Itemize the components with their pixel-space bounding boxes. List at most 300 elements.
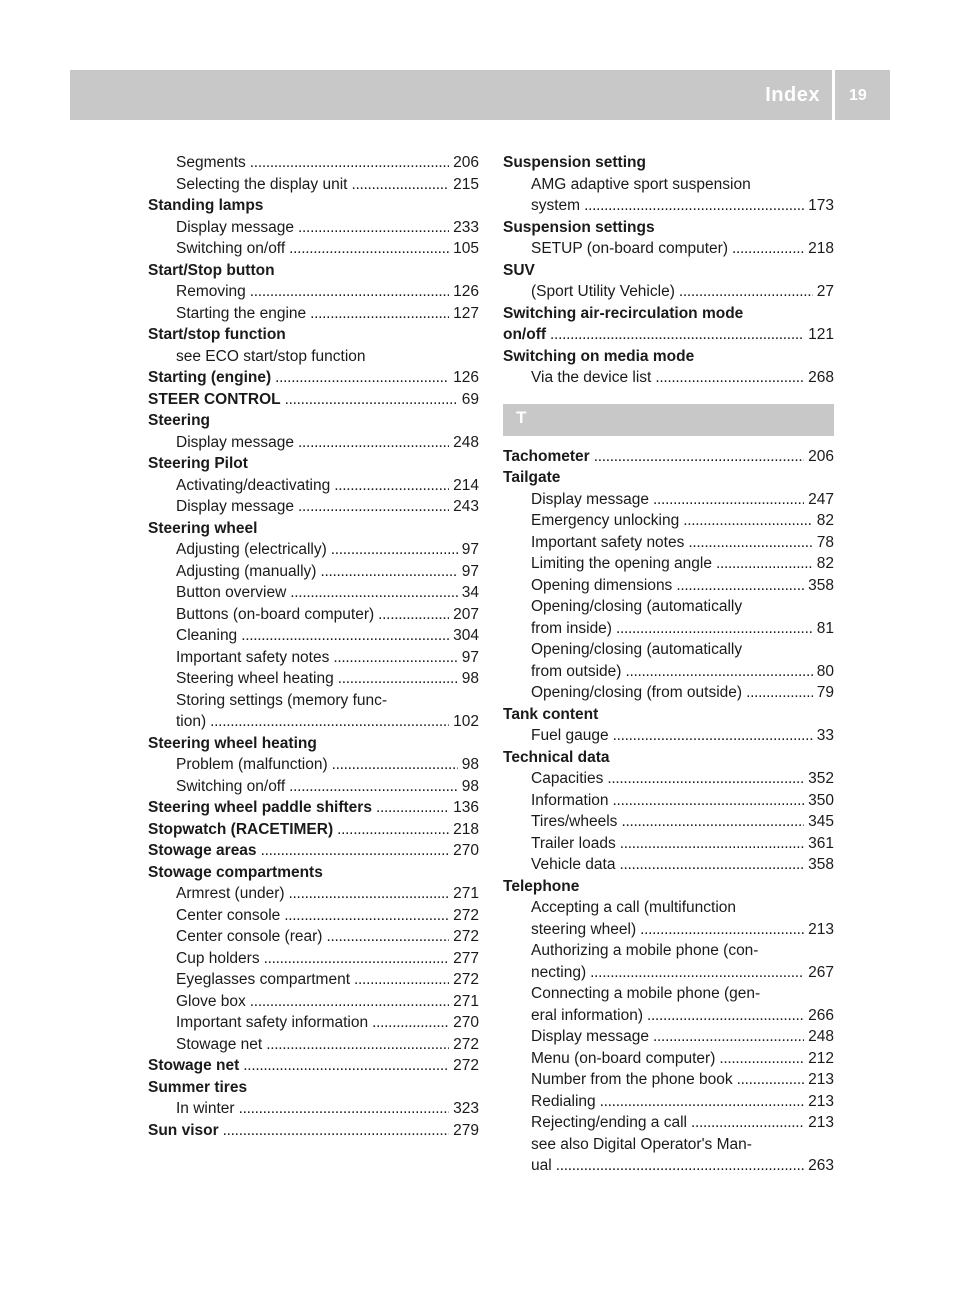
dot-leader bbox=[298, 432, 449, 454]
entry-text: Menu (on-board computer) bbox=[531, 1049, 716, 1067]
dot-leader bbox=[620, 833, 804, 855]
page-ref: 98 bbox=[461, 777, 479, 795]
index-subentry bbox=[148, 152, 479, 174]
page-ref: 213 bbox=[808, 1092, 834, 1110]
entry-text: Stowage net bbox=[176, 1035, 263, 1053]
index-subentry bbox=[148, 432, 479, 454]
entry-text: Stopwatch (RACETIMER) bbox=[148, 820, 334, 838]
index-subentry bbox=[503, 768, 834, 790]
index-subentry bbox=[148, 647, 479, 669]
page-ref: 126 bbox=[453, 283, 479, 300]
index-subentry bbox=[503, 1005, 834, 1027]
entry-text: Starting the engine bbox=[176, 304, 307, 322]
entry-text: Stowage net bbox=[148, 1057, 240, 1074]
index-subentry bbox=[503, 367, 834, 389]
dot-leader bbox=[326, 926, 449, 948]
page-ref: 243 bbox=[453, 498, 479, 515]
entry-text: Opening/closing (from outside) bbox=[531, 684, 743, 701]
entry-text: see ECO start/stop function bbox=[176, 347, 366, 365]
entry-text: Capacities bbox=[531, 770, 604, 787]
dot-leader bbox=[372, 1012, 449, 1034]
dot-leader bbox=[647, 1005, 804, 1027]
index-subentry bbox=[503, 919, 834, 941]
page-ref: 350 bbox=[808, 791, 834, 809]
dot-leader bbox=[683, 510, 813, 532]
index-heading bbox=[148, 518, 479, 540]
index-column-right bbox=[503, 152, 834, 1177]
dot-leader bbox=[285, 389, 458, 411]
index-subentry bbox=[503, 532, 834, 554]
page-ref: 136 bbox=[453, 799, 479, 816]
dot-leader bbox=[613, 725, 813, 747]
page-ref: 263 bbox=[808, 1157, 834, 1174]
index-subentry bbox=[148, 1098, 479, 1120]
dot-leader bbox=[640, 919, 804, 941]
entry-text: Storing settings (memory func- bbox=[176, 691, 388, 709]
entry-text: Stowage compartments bbox=[148, 863, 323, 881]
entry-text: Button overview bbox=[176, 584, 287, 601]
page-ref: 266 bbox=[808, 1006, 834, 1024]
entry-text: steering wheel) bbox=[531, 920, 637, 938]
entry-text: Fuel gauge bbox=[531, 727, 609, 744]
index-column-left bbox=[148, 152, 479, 1141]
page-ref: 248 bbox=[453, 433, 479, 451]
entry-text: Emergency unlocking bbox=[531, 512, 680, 529]
index-heading bbox=[148, 195, 479, 217]
entry-text: In winter bbox=[176, 1100, 235, 1117]
entry-text: Suspension setting bbox=[503, 154, 646, 171]
index-subentry bbox=[503, 1069, 834, 1091]
entry-text: Tailgate bbox=[503, 469, 561, 486]
page-ref: 345 bbox=[808, 813, 834, 830]
entry-text: Armrest (under) bbox=[176, 885, 285, 902]
dot-leader bbox=[333, 647, 457, 669]
entry-text: Start/stop function bbox=[148, 326, 286, 343]
index-subentry bbox=[148, 1012, 479, 1034]
index-subentry bbox=[503, 833, 834, 855]
dot-leader bbox=[556, 1155, 804, 1177]
dot-leader bbox=[250, 152, 449, 174]
dot-leader bbox=[243, 1055, 449, 1077]
index-heading bbox=[503, 324, 834, 346]
entry-text: Tachometer bbox=[503, 447, 590, 465]
entry-text: Important safety notes bbox=[531, 533, 685, 551]
index-heading bbox=[503, 747, 834, 769]
page-ref: 272 bbox=[453, 928, 479, 945]
entry-text: Opening/closing (automatically bbox=[531, 641, 743, 658]
dot-leader bbox=[653, 1026, 804, 1048]
section-letter-bar bbox=[503, 404, 834, 436]
index-subentry bbox=[148, 668, 479, 690]
dot-leader bbox=[594, 446, 804, 468]
page-header bbox=[70, 70, 890, 120]
index-subentry bbox=[503, 811, 834, 833]
page-ref: 213 bbox=[808, 920, 834, 938]
entry-text: Eyeglasses compartment bbox=[176, 971, 351, 988]
dot-leader bbox=[625, 661, 812, 683]
entry-text: Switching on/off bbox=[176, 240, 286, 257]
entry-text: Display message bbox=[176, 498, 295, 515]
dot-leader bbox=[600, 1091, 804, 1113]
index-subentry bbox=[148, 883, 479, 905]
page-ref: 102 bbox=[453, 713, 479, 730]
dot-leader bbox=[266, 1034, 449, 1056]
entry-text: Segments bbox=[176, 154, 246, 171]
dot-leader bbox=[719, 1048, 804, 1070]
index-subentry bbox=[148, 690, 479, 712]
page-ref: 126 bbox=[453, 369, 479, 386]
dot-leader bbox=[584, 195, 804, 217]
index-subentry bbox=[503, 1155, 834, 1177]
dot-leader bbox=[679, 281, 813, 303]
index-subentry bbox=[148, 174, 479, 196]
page-ref: 272 bbox=[453, 1057, 479, 1074]
dot-leader bbox=[298, 496, 449, 518]
entry-text: Display message bbox=[176, 433, 295, 451]
entry-text: Steering wheel heating bbox=[176, 670, 334, 687]
dot-leader bbox=[264, 948, 450, 970]
index-subentry bbox=[148, 281, 479, 303]
page-ref: 304 bbox=[453, 627, 479, 644]
index-subentry bbox=[148, 754, 479, 776]
index-heading bbox=[503, 446, 834, 468]
entry-text: Cleaning bbox=[176, 627, 238, 644]
entry-text: Authorizing a mobile phone (con- bbox=[531, 942, 759, 959]
index-subentry bbox=[148, 582, 479, 604]
entry-text: Opening/closing (automatically bbox=[531, 598, 743, 615]
entry-text: Switching on/off bbox=[176, 777, 286, 795]
dot-leader bbox=[655, 367, 804, 389]
index-subentry bbox=[503, 618, 834, 640]
entry-text: Selecting the display unit bbox=[176, 175, 348, 193]
index-subentry bbox=[503, 1134, 834, 1156]
index-subentry bbox=[503, 940, 834, 962]
index-subentry bbox=[503, 510, 834, 532]
entry-text: Activating/deactivating bbox=[176, 476, 331, 494]
dot-leader bbox=[332, 754, 458, 776]
index-subentry bbox=[148, 625, 479, 647]
dot-leader bbox=[261, 840, 450, 862]
index-subentry bbox=[148, 475, 479, 497]
page-ref: 206 bbox=[453, 154, 479, 171]
entry-text: AMG adaptive sport suspension bbox=[531, 175, 751, 193]
index-subentry bbox=[148, 926, 479, 948]
page-ref: 214 bbox=[453, 476, 479, 494]
entry-text: tion) bbox=[176, 713, 207, 730]
entry-text: necting) bbox=[531, 963, 587, 981]
index-heading bbox=[503, 876, 834, 898]
index-heading bbox=[503, 217, 834, 239]
index-heading bbox=[148, 389, 479, 411]
page-ref: 358 bbox=[808, 576, 834, 594]
entry-text: Number from the phone book bbox=[531, 1071, 733, 1088]
index-subentry bbox=[503, 1091, 834, 1113]
page-ref: 247 bbox=[808, 490, 834, 508]
page-ref: 127 bbox=[453, 304, 479, 322]
index-group-s-continued bbox=[503, 152, 834, 389]
index-subentry bbox=[148, 948, 479, 970]
entry-text: Starting (engine) bbox=[148, 369, 272, 386]
index-heading bbox=[148, 1120, 479, 1142]
page-ref: 323 bbox=[453, 1100, 479, 1117]
entry-text: Problem (malfunction) bbox=[176, 756, 328, 773]
entry-text: Information bbox=[531, 791, 609, 809]
index-subentry bbox=[148, 238, 479, 260]
entry-text: Removing bbox=[176, 283, 246, 300]
index-subentry bbox=[503, 553, 834, 575]
dot-leader bbox=[284, 905, 449, 927]
index-subentry bbox=[503, 962, 834, 984]
index-subentry bbox=[503, 661, 834, 683]
page-ref: 97 bbox=[461, 648, 479, 666]
entry-text: Switching on media mode bbox=[503, 347, 695, 365]
entry-text: Redialing bbox=[531, 1092, 596, 1110]
dot-leader bbox=[691, 1112, 804, 1134]
index-subentry bbox=[148, 539, 479, 561]
entry-text: Standing lamps bbox=[148, 197, 264, 214]
entry-text: Start/Stop button bbox=[148, 261, 275, 279]
entry-text: system bbox=[531, 197, 581, 214]
dot-leader bbox=[616, 618, 813, 640]
index-heading bbox=[148, 410, 479, 432]
page-ref: 80 bbox=[816, 662, 834, 680]
entry-text: see also Digital Operator's Man- bbox=[531, 1135, 752, 1153]
dot-leader bbox=[737, 1069, 805, 1091]
dot-leader bbox=[676, 575, 804, 597]
page-ref: 34 bbox=[461, 584, 479, 601]
index-heading bbox=[148, 1055, 479, 1077]
index-heading bbox=[148, 819, 479, 841]
index-subentry bbox=[148, 969, 479, 991]
entry-text: Glove box bbox=[176, 992, 246, 1010]
page-ref: 271 bbox=[453, 885, 479, 902]
entry-text: Steering bbox=[148, 412, 211, 429]
entry-text: Cup holders bbox=[176, 949, 260, 967]
index-subentry bbox=[148, 604, 479, 626]
dot-leader bbox=[613, 790, 805, 812]
entry-text: Display message bbox=[176, 218, 295, 236]
page-ref: 173 bbox=[808, 197, 834, 214]
entry-text: Steering wheel paddle shifters bbox=[148, 799, 372, 816]
dot-leader bbox=[334, 475, 449, 497]
dot-leader bbox=[746, 682, 813, 704]
entry-text: Display message bbox=[531, 1028, 650, 1045]
dot-leader bbox=[210, 711, 449, 733]
page-ref: 272 bbox=[453, 906, 479, 924]
index-subentry bbox=[148, 496, 479, 518]
entry-text: Rejecting/ending a call bbox=[531, 1114, 687, 1131]
dot-leader bbox=[250, 991, 449, 1013]
dot-leader bbox=[289, 776, 458, 798]
page-ref: 213 bbox=[808, 1071, 834, 1088]
entry-text: Switching air-recirculation mode bbox=[503, 304, 744, 322]
index-subentry bbox=[503, 195, 834, 217]
index-subentry bbox=[503, 489, 834, 511]
entry-text: eral information) bbox=[531, 1006, 643, 1024]
entry-text: Steering wheel bbox=[148, 519, 258, 537]
entry-text: Via the device list bbox=[531, 369, 652, 386]
dot-leader bbox=[653, 489, 804, 511]
dot-leader bbox=[621, 811, 804, 833]
entry-text: Center console (rear) bbox=[176, 928, 323, 945]
index-subentry bbox=[503, 1026, 834, 1048]
entry-text: Tank content bbox=[503, 705, 599, 723]
entry-text: SETUP (on-board computer) bbox=[531, 240, 728, 257]
index-subentry bbox=[503, 174, 834, 196]
entry-text: from outside) bbox=[531, 662, 622, 680]
dot-leader bbox=[337, 819, 449, 841]
header-title: Index bbox=[765, 84, 820, 106]
entry-text: Important safety information bbox=[176, 1014, 369, 1031]
entry-text: SUV bbox=[503, 261, 535, 279]
index-subentry bbox=[503, 1112, 834, 1134]
page-ref: 218 bbox=[808, 240, 834, 257]
index-heading bbox=[148, 1077, 479, 1099]
dot-leader bbox=[716, 553, 813, 575]
section-letter: T bbox=[516, 407, 527, 427]
page-ref: 78 bbox=[816, 533, 834, 551]
dot-leader bbox=[298, 217, 449, 239]
page-ref: 358 bbox=[808, 856, 834, 873]
page-ref: 97 bbox=[461, 562, 479, 580]
entry-text: Connecting a mobile phone (gen- bbox=[531, 985, 761, 1002]
index-subentry bbox=[503, 1048, 834, 1070]
page-ref: 97 bbox=[461, 541, 479, 558]
page-ref: 82 bbox=[816, 555, 834, 572]
dot-leader bbox=[550, 324, 804, 346]
index-subentry bbox=[503, 281, 834, 303]
entry-text: Opening dimensions bbox=[531, 576, 673, 594]
index-subentry bbox=[148, 303, 479, 325]
page-ref: 270 bbox=[453, 1014, 479, 1031]
page-ref: 206 bbox=[808, 447, 834, 465]
dot-leader bbox=[275, 367, 449, 389]
dot-leader bbox=[688, 532, 812, 554]
index-heading bbox=[503, 152, 834, 174]
index-subentry bbox=[503, 790, 834, 812]
index-heading bbox=[148, 840, 479, 862]
entry-text: from inside) bbox=[531, 619, 612, 637]
index-heading bbox=[148, 733, 479, 755]
page-ref: 207 bbox=[453, 605, 479, 623]
entry-text: Adjusting (manually) bbox=[176, 562, 317, 580]
index-subentry bbox=[503, 725, 834, 747]
entry-text: Suspension settings bbox=[503, 218, 655, 236]
entry-text: Buttons (on-board computer) bbox=[176, 605, 375, 623]
page-ref: 248 bbox=[808, 1028, 834, 1045]
entry-text: Tires/wheels bbox=[531, 813, 618, 830]
page-ref: 82 bbox=[816, 512, 834, 529]
page-ref: 361 bbox=[808, 834, 834, 852]
dot-leader bbox=[241, 625, 449, 647]
entry-text: Adjusting (electrically) bbox=[176, 541, 327, 558]
page-ref: 233 bbox=[453, 218, 479, 236]
index-heading bbox=[503, 346, 834, 368]
dot-leader bbox=[732, 238, 804, 260]
dot-leader bbox=[290, 582, 457, 604]
page-ref: 98 bbox=[461, 756, 479, 773]
dot-leader bbox=[250, 281, 449, 303]
dot-leader bbox=[351, 174, 449, 196]
index-subentry bbox=[148, 1034, 479, 1056]
page-ref: 69 bbox=[461, 390, 479, 408]
index-subentry bbox=[503, 682, 834, 704]
dot-leader bbox=[223, 1120, 449, 1142]
entry-text: Important safety notes bbox=[176, 648, 330, 666]
page-ref: 212 bbox=[808, 1049, 834, 1067]
index-subentry bbox=[148, 905, 479, 927]
index-subentry bbox=[503, 983, 834, 1005]
index-subentry bbox=[503, 596, 834, 618]
page-ref: 218 bbox=[453, 820, 479, 838]
dot-leader bbox=[289, 883, 450, 905]
page-ref: 271 bbox=[453, 992, 479, 1010]
index-subentry bbox=[148, 776, 479, 798]
index-heading bbox=[503, 467, 834, 489]
index-heading bbox=[503, 704, 834, 726]
page-ref: 27 bbox=[816, 283, 834, 300]
page-ref: 33 bbox=[816, 727, 834, 744]
entry-text: Trailer loads bbox=[531, 834, 616, 852]
page-number: 19 bbox=[849, 87, 867, 104]
index-subentry bbox=[503, 897, 834, 919]
page-ref: 352 bbox=[808, 770, 834, 787]
page-ref: 270 bbox=[453, 842, 479, 859]
page-ref: 79 bbox=[816, 684, 834, 701]
entry-text: on/off bbox=[503, 326, 547, 343]
dot-leader bbox=[338, 668, 458, 690]
dot-leader bbox=[320, 561, 457, 583]
index-group-t bbox=[503, 446, 834, 1177]
page-ref: 267 bbox=[808, 963, 834, 981]
index-heading bbox=[148, 797, 479, 819]
entry-text: Summer tires bbox=[148, 1078, 248, 1096]
index-subentry bbox=[503, 854, 834, 876]
entry-text: Telephone bbox=[503, 877, 580, 895]
index-heading bbox=[148, 862, 479, 884]
header-divider bbox=[832, 70, 835, 120]
entry-text: Center console bbox=[176, 906, 281, 924]
entry-text: STEER CONTROL bbox=[148, 390, 281, 408]
page-ref: 215 bbox=[453, 175, 479, 193]
index-heading bbox=[148, 324, 479, 346]
page-ref: 213 bbox=[808, 1114, 834, 1131]
entry-text: Technical data bbox=[503, 748, 610, 766]
dot-leader bbox=[607, 768, 804, 790]
index-subentry bbox=[148, 561, 479, 583]
entry-text: Sun visor bbox=[148, 1121, 219, 1139]
entry-text: (Sport Utility Vehicle) bbox=[531, 283, 675, 300]
dot-leader bbox=[310, 303, 449, 325]
page-ref: 121 bbox=[808, 326, 834, 343]
entry-text: Vehicle data bbox=[531, 856, 616, 873]
entry-text: Display message bbox=[531, 490, 650, 508]
page-ref: 279 bbox=[453, 1121, 479, 1139]
page-ref: 98 bbox=[461, 670, 479, 687]
dot-leader bbox=[619, 854, 804, 876]
index-heading bbox=[503, 303, 834, 325]
index-subentry bbox=[503, 575, 834, 597]
dot-leader bbox=[289, 238, 449, 260]
page-ref: 272 bbox=[453, 1035, 479, 1053]
dot-leader bbox=[331, 539, 458, 561]
index-subentry bbox=[503, 639, 834, 661]
index-subentry bbox=[503, 238, 834, 260]
index-subentry bbox=[148, 217, 479, 239]
entry-text: Stowage areas bbox=[148, 842, 257, 859]
index-heading bbox=[148, 453, 479, 475]
index-subentry bbox=[148, 711, 479, 733]
